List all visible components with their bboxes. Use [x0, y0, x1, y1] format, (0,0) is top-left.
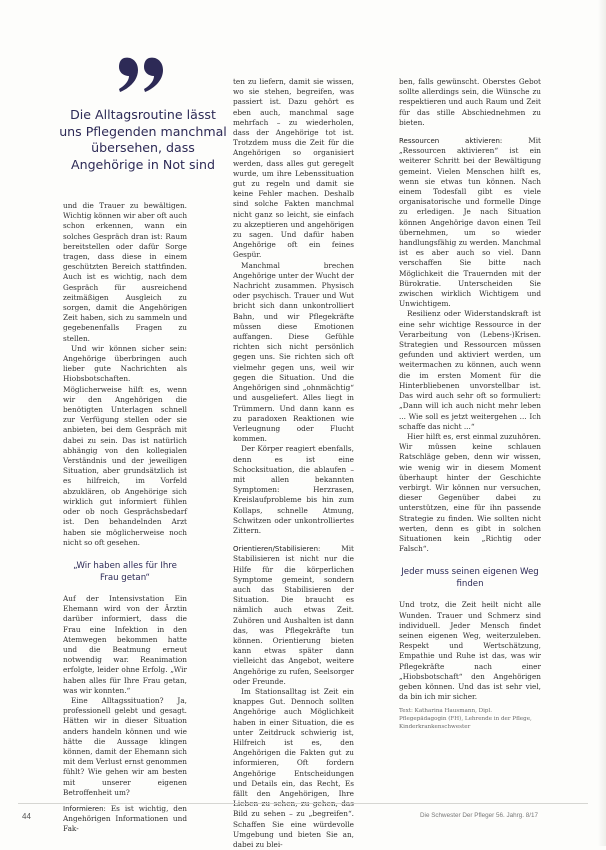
- paragraph-text: Mit „Ressourcen aktivieren“ ist ein weiterer Schritt bei der Bewältigung gemeint. Vielen Menschen hilft es, wenn sie etwas tun können. Nach einem Todesfall gibt es viele organisatorische und formelle Dinge zu erledigen. Je nach Situation können Angehörige davon einen Teil übernehmen, um so wieder handlungsfähig zu werden. Manchmal ist es aber auch so viel. Dann verschaffen Sie bitte nach Möglichkeit die Trauernden mit der Bürokratie. Unterscheiden Sie zwischen wirklich Wichtigem und Unwichtigem.: [399, 136, 541, 309]
- text-column-1: [63, 201, 187, 835]
- bold-lead: Orientieren/Stabilisieren:: [233, 545, 321, 554]
- footer-divider: [18, 803, 588, 804]
- text-column-3: [399, 77, 541, 731]
- paragraph: Und wir können sicher sein: Angehörige überbringen auch lieber gute Nachrichten als Hiobsbotschaften. Möglicherweise hilft es, wenn wir den Angehörigen die benötigten Unterlagen schnell zur Verfügung stellen oder sie anbieten, bei dem Gespräch mit dabei zu sein. Das ist natürlich abhängig von den kollegialen Verständnis und der jeweiligen Situation, aber grundsätzlich ist es hilfreich, im Vorfeld abzuklären, ob Angehörige sich wirklich gut informiert fühlen oder ob noch Gesprächsbedarf ist. Den behandelnden Arzt haben sie möglicherweise noch nicht so oft gesehen.: [63, 343, 187, 547]
- author-credits: Text: Katharina Hausmann, Dipl. Pflegepädagogin (FH), Lehrende in der Pflege, Kinderkrankenschwester: [399, 708, 532, 730]
- publication-footer: Die Schwester Der Pfleger 56. Jahrg. 8/17: [420, 812, 538, 819]
- bold-lead: Informieren:: [63, 804, 106, 813]
- paragraph: Resilienz oder Widerstandskraft ist eine sehr wichtige Ressource in der Verarbeitung von (Lebens-)Krisen. Strategien und Ressourcen müssen gefunden und aktiviert werden, um weitermachen zu können, auch wenn die im ersten Moment für die Hinterbliebenen unvorstellbar ist. Das wird auch sehr oft so formuliert: „Dann will ich auch nicht mehr leben ... Wie soll es jetzt weitergehen ... Ich schaffe das nicht ...“: [399, 309, 541, 431]
- paragraph: Und trotz, die Zeit heilt nicht alle Wunden. Trauer und Schmerz sind individuell. Jeder Mensch findet seinen eigenen Weg, weiterzuleben. Respekt und Wertschätzung, Empathie und Ruhe ist das, was wir Pflegekräfte nach einer „Hiobsbotschaft“ den Angehörigen geben können. Und das ist sehr viel, da bin ich mir sicher.: [399, 600, 541, 702]
- paragraph: Im Stationsalltag ist Zeit ein knappes Gut. Dennoch sollten Angehörige auch Möglichkeit haben in einer Situation, die es unter Zeitdruck schwierig ist, Hilfreich ist es, den Angehörigen die Fakten gut zu informieren, Oft fordern Angehörige Entscheidungen und Details ein, das Recht, Es fällt den Angehörigen, Ihre Lieben zu sehen, zu gehen, das Bild zu sehen – zu „begreifen“. Schaffen Sie eine würdevolle Umgebung und bieten Sie an, dabei zu blei-: [233, 686, 354, 850]
- pull-quote: Die Alltagsroutine lässt uns Pflegenden manchmal übersehen, dass Angehörige in Not sind: [59, 107, 227, 173]
- paragraph: Hier hilft es, erst einmal zuzuhören. Wir müssen keine schlauen Ratschläge geben, denn wir wissen, wie wenig wir in diesem Moment überhaupt hinter der Geschichte verbirgt. Wir können nur versuchen, dieser Gegenüber dabei zu unterstützen, eine für ihn passende Strategie zu finden. Wie sollten nicht werten, denn es gibt in solchen Situationen kein „Richtig oder Falsch“.: [399, 431, 541, 554]
- paragraph-text: Es ist wichtig, den Angehörigen Informationen und Fak-: [63, 803, 187, 834]
- paragraph: Eine Alltagssituation? Ja, professionell gelebt und gesagt. Hätten wir in dieser Situation anders handeln können und wie hätte die Aussage klingen können, damit der Ehemann sich mit dem Verlust ernst genommen fühlt? Wie gehen wir am besten mit unserer eigenen Betroffenheit um?: [63, 695, 187, 797]
- section-subheading: „Wir haben alles für Ihre Frau getan“: [73, 560, 177, 583]
- quotation-mark-icon: [118, 54, 166, 94]
- paragraph: [399, 136, 541, 309]
- section-subheading: Jeder muss seinen eigenen Weg finden: [401, 567, 539, 590]
- paragraph-text: Mit Stabilisieren ist nicht nur die Hilfe für die körperlichen Symptome gemeint, sondern auch das Stabilisieren der Situation. Die braucht es nämlich auch etwas Zeit. Zuhören und Aushalten ist dann das, was Pflegekräfte tun können. Orientierung bieten kann etwas später dann vielleicht das Angebot, weitere Angehörige zu rufen, Seelsorger oder Freunde.: [233, 544, 354, 686]
- page-number: 44: [22, 812, 31, 821]
- page-spine-shadow: [598, 0, 606, 846]
- paragraph: Auf der Intensivstation Ein Ehemann wird von der Ärztin darüber informiert, dass die Frau eine Infektion in den Atemwegen bekommen hatte und die Beatmung erneut notwendig war. Reanimation erfolgte, leider ohne Erfolg. „Wir haben alles für Ihre Frau getan, was wir konnten.“: [63, 593, 187, 695]
- paragraph: ten zu liefern, damit sie wissen, wo sie stehen, begreifen, was passiert ist. Dazu gehört es eben auch, manchmal sage mehrfach – zu wiederholen, dass der Angehörige tot ist. Trotzdem muss die Zeit für die Angehörigen so organisiert werden, dass alles gut geregelt wurde, um ihre Lebenssituation gut zu regeln und damit sie keine Fehler machen. Deshalb sind solche Fakten manchmal nicht ganz so leicht, sie einfach zu akzeptieren und angehörigen zu sagen. Und dafür haben Angehörige oft ein feines Gespür.: [233, 77, 354, 260]
- paragraph: und die Trauer zu bewältigen. Wichtig können wir aber oft auch schon erkennen, wann ein solches Gespräch dran ist: Raum bereitstellen oder dafür Sorge tragen, dass diese in einem geschützten Bereich stattfinden. Auch ist es wichtig, nach dem Gespräch für ausreichend zeitmäßigen Ausgleich zu sorgen, damit die Angehörigen Zeit haben, sich zu sammeln und gegebenenfalls Fragen zu stellen.: [63, 201, 188, 343]
- paragraph: ben, falls gewünscht. Oberstes Gebot sollte allerdings sein, die Wünsche zu respektieren und auch Raum und Zeit für das stille Abschiednehmen zu bieten.: [399, 77, 541, 127]
- bold-lead: Ressourcen aktivieren:: [399, 137, 503, 146]
- text-column-2: [233, 77, 354, 850]
- paragraph: Manchmal brechen Angehörige unter der Wucht der Nachricht zusammen. Physisch oder psychisch. Trauer und Wut bricht sich dann unkontrolliert Bahn, und wir Pflegekräfte müssen diese Emotionen auffangen. Diese Gefühle richten sich nicht persönlich gegen uns. Sie richten sich oft vielmehr gegen uns, weil wir gegen die Situation. Und die Angehörigen sind „ohnmächtig“ und ausgeliefert. Alles liegt in Trümmern. Und dann kann es zu paradoxen Reaktionen wie Verleugnung oder Flucht kommen.: [233, 260, 354, 444]
- paragraph: Der Körper reagiert ebenfalls, denn es ist eine Schocksituation, die ablaufen – mit allen bekannten Symptomen: Herzrasen, Kreislaufprobleme bis hin zum Kollaps, schnelle Atmung, Schwitzen oder unkontrolliertes Zittern.: [233, 444, 354, 535]
- paragraph: [233, 544, 354, 687]
- paragraph: [63, 804, 187, 835]
